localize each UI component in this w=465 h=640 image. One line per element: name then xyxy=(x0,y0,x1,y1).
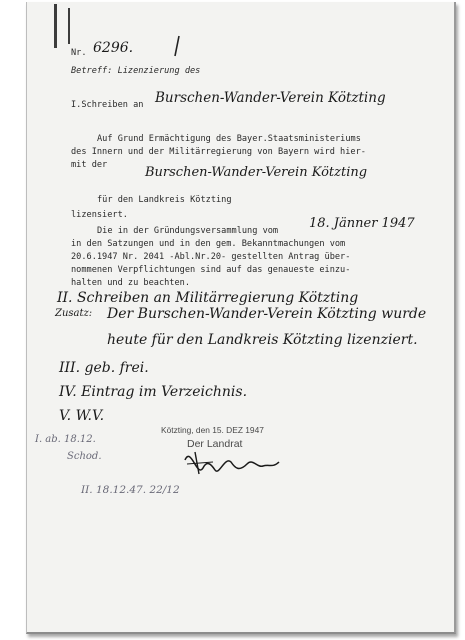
stamp-place-date: Kötzting, den 15. DEZ 1947 xyxy=(161,425,264,435)
addressee-handwritten: Burschen-Wander-Verein Kötzting xyxy=(155,90,386,106)
body-line: Die in der Gründungsversammlung vom xyxy=(97,226,279,236)
pen-stroke xyxy=(171,34,183,58)
item-ii-note: Zusatz: xyxy=(55,308,93,319)
body-line: Auf Grund Ermächtigung des Bayer.Staatsministeriums xyxy=(97,134,361,144)
club-handwritten: Burschen-Wander-Verein Kötzting xyxy=(145,165,368,180)
pencil-note-1: I. ab. 18.12. xyxy=(35,434,96,445)
pencil-note-3: II. 18.12.47. 22/12 xyxy=(81,484,180,496)
document-sheet xyxy=(26,2,456,634)
punch-mark xyxy=(54,4,57,48)
body-line: in den Satzungen und in den gem. Bekanntmachungen vom xyxy=(71,239,346,249)
body-line: mit der xyxy=(71,160,108,170)
body-line: 20.6.1947 Nr. 2041 -Abl.Nr.20- gestellten Antrag über- xyxy=(71,252,351,262)
punch-mark xyxy=(68,8,70,44)
stamp-authority: Der Landrat xyxy=(187,438,243,450)
schreiben-line: I.Schreiben an xyxy=(71,100,144,110)
body-line: des Innern und der Militärregierung von Bayern wird hier- xyxy=(71,147,366,157)
item-iii: III. geb. frei. xyxy=(59,360,149,376)
number-handwritten: 6296. xyxy=(93,40,134,56)
body-line: nommenen Verpflichtungen sind auf das genaueste einzu- xyxy=(71,265,351,275)
body-line: halten und zu beachten. xyxy=(71,278,190,288)
pencil-note-2: Schod. xyxy=(67,451,102,462)
item-v: V. W.V. xyxy=(59,408,105,424)
item-ii-line1: II. Schreiben an Militärregierung Kötzting xyxy=(57,290,359,306)
body-line: für den Landkreis Kötzting xyxy=(97,195,232,205)
body-line: lizensiert. xyxy=(71,210,128,220)
betreff-line: Betreff: Lizenzierung des xyxy=(71,66,201,76)
number-label: Nr. xyxy=(71,48,87,58)
item-ii-line2: Der Burschen-Wander-Verein Kötzting wurde xyxy=(107,306,427,322)
date-handwritten: 18. Jänner 1947 xyxy=(309,216,415,231)
signature xyxy=(177,442,287,484)
item-iv: IV. Eintrag im Verzeichnis. xyxy=(59,384,248,400)
item-ii-line3: heute für den Landkreis Kötzting lizenziert. xyxy=(107,332,418,348)
